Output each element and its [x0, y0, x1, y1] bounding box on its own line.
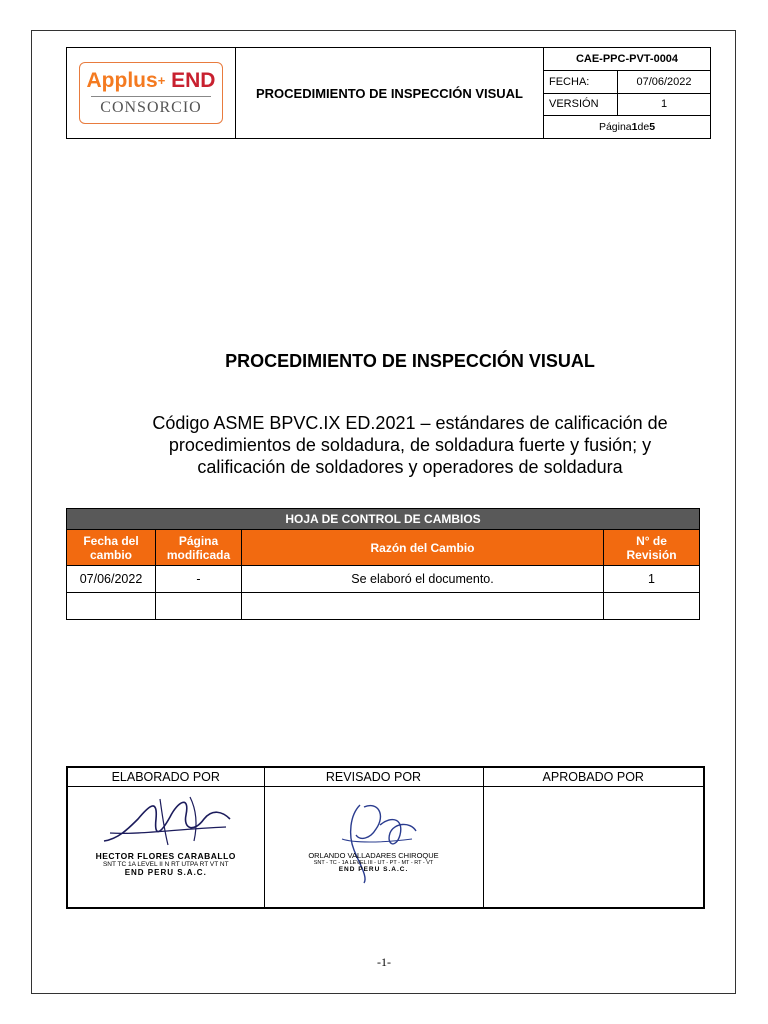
revisado-header: REVISADO POR	[264, 767, 483, 787]
logo-divider	[91, 96, 211, 97]
logo-cell	[67, 48, 236, 138]
col-header-fecha	[67, 530, 156, 566]
document-subtitle	[60, 412, 760, 478]
version-value: 1	[660, 98, 668, 111]
document-header	[66, 47, 711, 139]
page-footer: -1-	[377, 955, 391, 969]
elaborado-company: END PERU S.A.C.	[124, 868, 207, 877]
meta-fecha-row	[544, 71, 710, 94]
logo-plus-icon: +	[157, 72, 166, 88]
signature-icon	[320, 795, 430, 887]
cell-razon: Se elaboró el documento.	[242, 566, 604, 593]
logo-end: END	[171, 68, 216, 92]
page-total: 5	[649, 121, 656, 134]
version-label: VERSIÓN	[544, 94, 618, 116]
cell-revision: 1	[604, 566, 700, 593]
revisado-stamp	[265, 851, 483, 873]
subtitle-line-2: procedimientos de soldadura, de soldadura fuerte y fusión; y	[168, 435, 652, 455]
logo-applus: Applus	[86, 68, 158, 92]
col-header-pagina-l2: modificada	[166, 547, 231, 562]
col-header-razon	[242, 530, 604, 566]
page-indicator	[544, 116, 710, 138]
logo-consorcio: CONSORCIO	[100, 98, 202, 116]
subtitle-line-1: Código ASME BPVC.IX ED.2021 – estándares de calificación de	[152, 413, 668, 433]
col-header-fecha-l1: Fecha del	[83, 533, 139, 548]
table-row	[67, 566, 700, 593]
elaborado-cell	[67, 787, 264, 909]
change-control-title-row	[67, 509, 700, 530]
revisado-name: ORLANDO VALLADARES CHIROQUE	[308, 851, 439, 860]
fecha-label: FECHA:	[544, 71, 618, 93]
meta-version-row	[544, 94, 710, 117]
col-header-pagina	[156, 530, 242, 566]
aprobado-header: APROBADO POR	[483, 767, 704, 787]
cell-fecha	[67, 593, 156, 620]
col-header-razon-l1: Razón del Cambio	[370, 540, 475, 555]
col-header-revision	[604, 530, 700, 566]
document-code: CAE-PPC-PVT-0004	[544, 48, 710, 71]
change-control-table	[66, 508, 700, 620]
elaborado-header: ELABORADO POR	[67, 767, 264, 787]
header-title: PROCEDIMIENTO DE INSPECCIÓN VISUAL	[236, 48, 544, 138]
elaborado-stamp	[68, 851, 264, 877]
col-header-revision-l2: Revisión	[626, 547, 677, 562]
aprobado-cell	[483, 787, 704, 909]
revisado-cell	[264, 787, 483, 909]
cell-pagina: -	[156, 566, 242, 593]
col-header-revision-l1: N° de	[636, 533, 667, 548]
fecha-value: 07/06/2022	[636, 75, 692, 88]
signatures-row	[67, 787, 704, 909]
signatures-table	[66, 766, 705, 909]
signature-icon	[98, 789, 238, 851]
elaborado-cert: SNT TC 1A LEVEL II N RT UTPA RT VT NT	[102, 861, 229, 868]
revisado-company: END PERU S.A.C.	[338, 866, 409, 873]
cell-revision	[604, 593, 700, 620]
elaborado-name: HECTOR FLORES CARABALLO	[95, 851, 236, 861]
col-header-fecha-l2: cambio	[89, 547, 132, 562]
subtitle-line-3: calificación de soldadores y operadores de soldadura	[197, 457, 623, 477]
page-of: de	[637, 121, 650, 134]
page-prefix: Página	[598, 121, 632, 134]
cell-fecha: 07/06/2022	[67, 566, 156, 593]
cell-pagina	[156, 593, 242, 620]
document-title: PROCEDIMIENTO DE INSPECCIÓN VISUAL	[225, 351, 595, 371]
change-control-column-headers	[67, 530, 700, 566]
logo-wordmark	[87, 70, 216, 92]
cell-razon	[242, 593, 604, 620]
header-meta	[544, 48, 710, 138]
page-number: 1	[631, 121, 638, 134]
col-header-pagina-l1: Página	[178, 533, 219, 548]
signatures-header-row	[67, 767, 704, 787]
table-row	[67, 593, 700, 620]
applus-end-logo	[79, 62, 223, 124]
revisado-cert: SNT - TC - 1A LEVEL III - UT - PT - MT - RT - VT	[313, 860, 434, 866]
change-control-title: HOJA DE CONTROL DE CAMBIOS	[67, 509, 700, 530]
